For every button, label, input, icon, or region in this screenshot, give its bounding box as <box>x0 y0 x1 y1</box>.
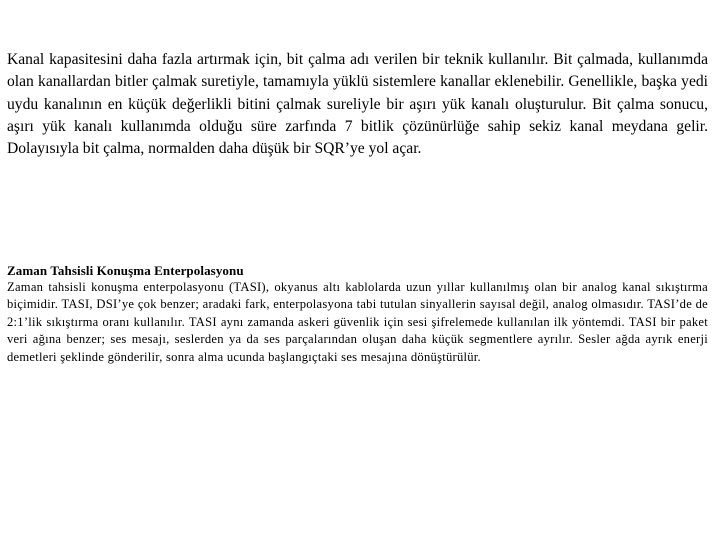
bit-stealing-paragraph: Kanal kapasitesini daha fazla artırmak için, bit çalma adı verilen bir teknik kullanılır. Bit çalmada, kullanımda olan kanallardan bitler çalmak suretiyle, tamamıyla yüklü sistemlere kanallar eklenebilir. Genellikle, başka yedi uydu kanalının en küçük değerlikli bitini çalmak sureliyle bir aşırı yük kanalı oluşturulur. Bit çalma sonucu, aşırı yük kanalı kullanımda olduğu süre zarfında 7 bitlik çözünürlüğe sahip sekiz kanal meydana gelir. Dolayısıyla bit çalma, normalden daha düşük bir SQR’ye yol açar. <box>7 51 708 158</box>
tasi-paragraph: Zaman tahsisli konuşma enterpolasyonu (TASI), okyanus altı kablolarda uzun yıllar kullanılmış olan bir analog kanal sıkıştırma biçimidir. TASI, DSI’ye çok benzer; aradaki fark, enterpolasyona tabi tutulan sinyallerin sayısal değil, analog olmasıdır. TASI’de de 2:1’lik sıkıştırma oranı kullanılır. TASI aynı zamanda askeri güvenlik için sesi şifrelemede kullanılan ilk yöntemdi. TASI bir paket veri ağına benzer; ses mesajı, seslerden ya da ses parçalarından oluşan daha küçük segmentlere ayrılır. Sesler ağda ayrık enerji demetleri şeklinde gönderilir, sonra alma ucunda başlangıçtaki ses mesajına dönüştürülür. <box>7 280 708 364</box>
section-heading: Zaman Tahsisli Konuşma Enterpolasyonu <box>7 263 244 278</box>
tasi-section <box>7 262 708 366</box>
